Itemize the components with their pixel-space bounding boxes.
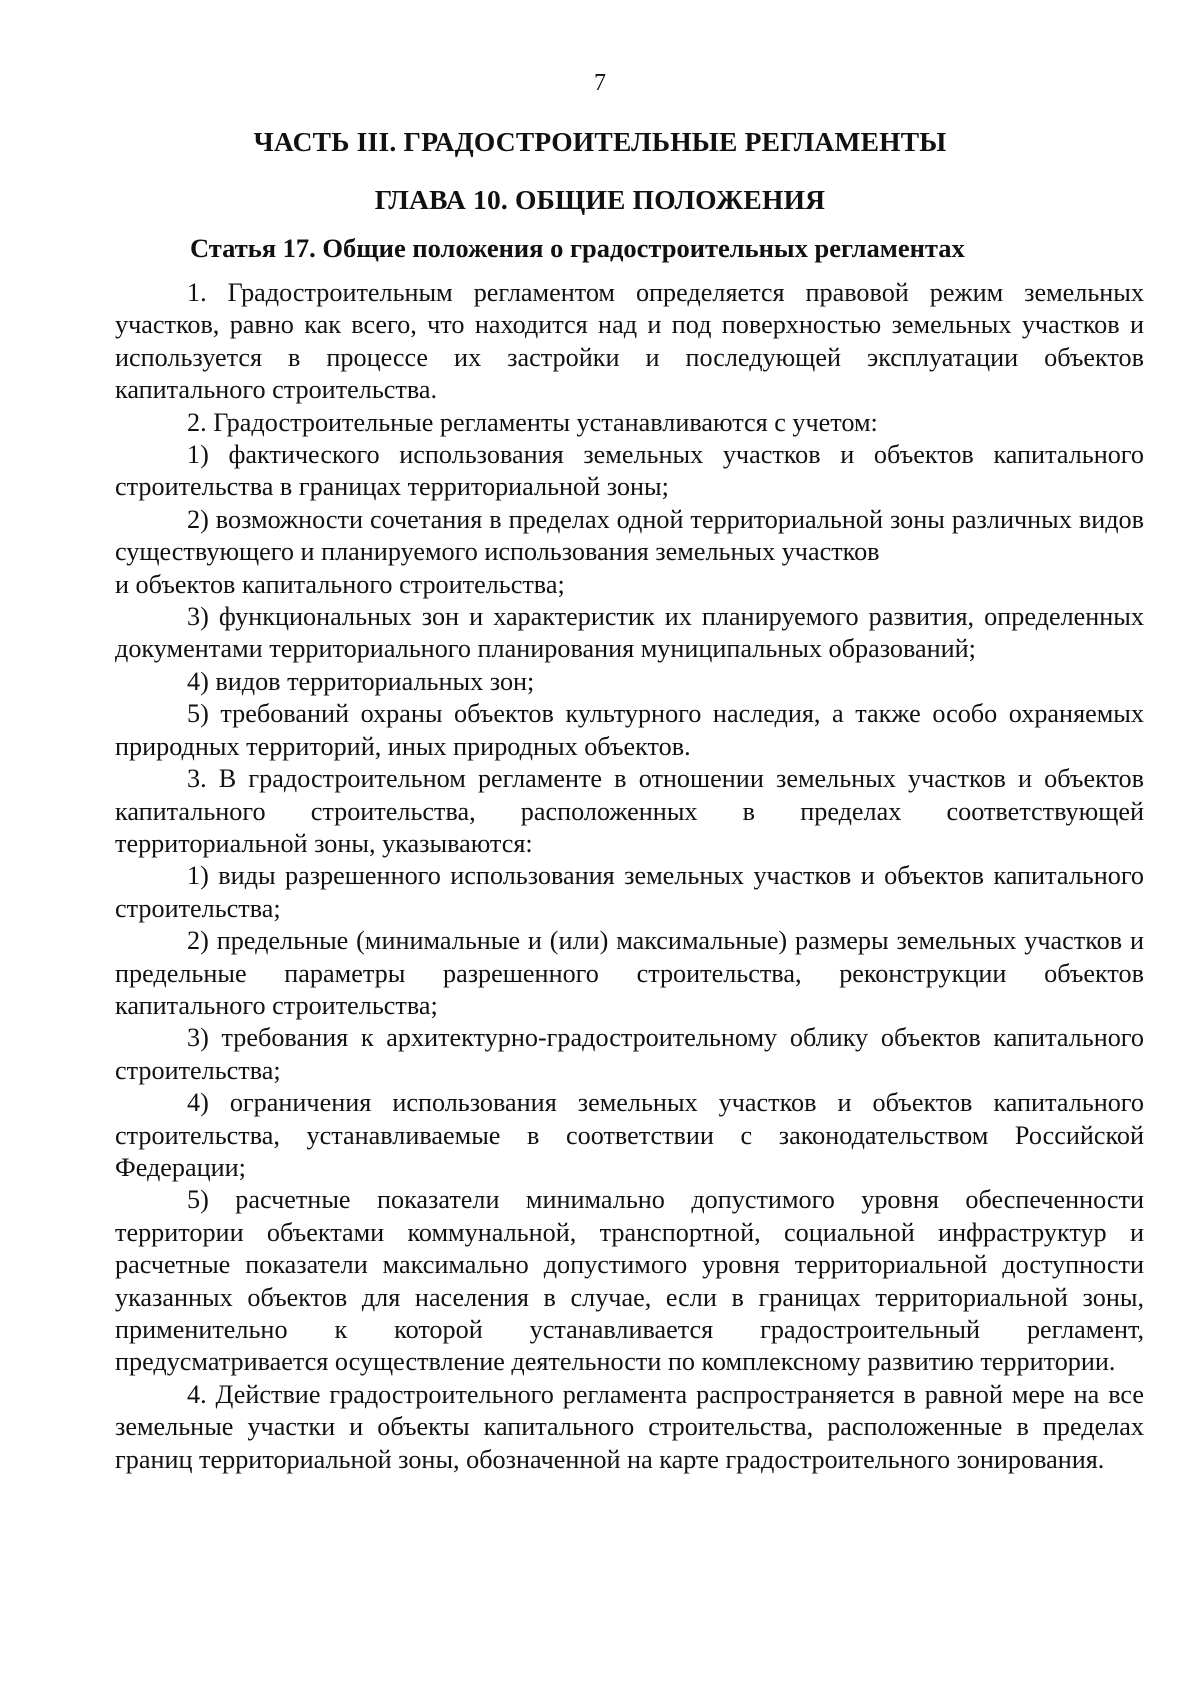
list-item: 1) фактического использования земельных участков и объектов капитального строительства в границах территориальной зоны;	[115, 440, 1144, 502]
chapter-title: ГЛАВА 10. ОБЩИЕ ПОЛОЖЕНИЯ	[374, 184, 826, 215]
list-item: 4) видов территориальных зон;	[187, 666, 535, 696]
paragraph: 2. Градостроительные регламенты устанавливаются с учетом:	[187, 407, 878, 437]
list-item: 2) предельные (минимальные и (или) максимальные) размеры земельных участков и предельные параметры разрешенного строительства, реконструкции объектов капитального строительства;	[115, 926, 1144, 1020]
paragraph: 3. В градостроительном регламенте в отношении земельных участков и объектов капитального строительства, расположенных в пределах соответствующей территориальной зоны, указываются:	[115, 764, 1144, 858]
list-item: 5) требований охраны объектов культурного наследия, а также особо охраняемых природных территорий, иных природных объектов.	[115, 699, 1144, 761]
paragraph: 4. Действие градостроительного регламента распространяется в равной мере на все земельные участки и объекты капитального строительства, расположенные в пределах границ территориальной зоны, обозначенной на карте градостроительного зонирования.	[115, 1379, 1144, 1474]
page-number: 7	[594, 70, 606, 96]
list-item: 4) ограничения использования земельных участков и объектов капитального строительства, устанавливаемые в соответствии с законодательством Российской Федерации;	[115, 1088, 1144, 1182]
paragraph: 1. Градостроительным регламентом определяется правовой режим земельных участков, равно как всего, что находится над и под поверхностью земельных участков и используется в процессе их застройки и последующей эксплуатации объектов капитального строительства.	[115, 278, 1144, 405]
list-item-continuation: и объектов капитального строительства;	[115, 569, 565, 599]
list-item: 3) требования к архитектурно-градостроительному облику объектов капитального строительства;	[115, 1023, 1144, 1085]
article-title: Статья 17. Общие положения о градостроительных регламентах	[190, 233, 965, 263]
list-item: 3) функциональных зон и характеристик их планируемого развития, определенных документами территориального планирования муниципальных образований;	[115, 602, 1144, 664]
part-title: ЧАСТЬ III. ГРАДОСТРОИТЕЛЬНЫЕ РЕГЛАМЕНТЫ	[253, 126, 947, 157]
list-item: 2) возможности сочетания в пределах одной территориальной зоны различных видов существующего и планируемого использования земельных участков	[115, 504, 1144, 567]
article-body	[115, 277, 1144, 1476]
list-item: 5) расчетные показатели минимально допустимого уровня обеспеченности территории объектами коммунальной, транспортной, социальной инфраструктур и расчетные показатели максимально допустимого уровня территориальной доступности указанных объектов для населения в случае, если в границах территориальной зоны, применительно к которой устанавливается градостроительный регламент, предусматривается осуществление деятельности по комплексному развитию территории.	[115, 1185, 1144, 1377]
list-item: 1) виды разрешенного использования земельных участков и объектов капитального строительства;	[115, 861, 1144, 923]
